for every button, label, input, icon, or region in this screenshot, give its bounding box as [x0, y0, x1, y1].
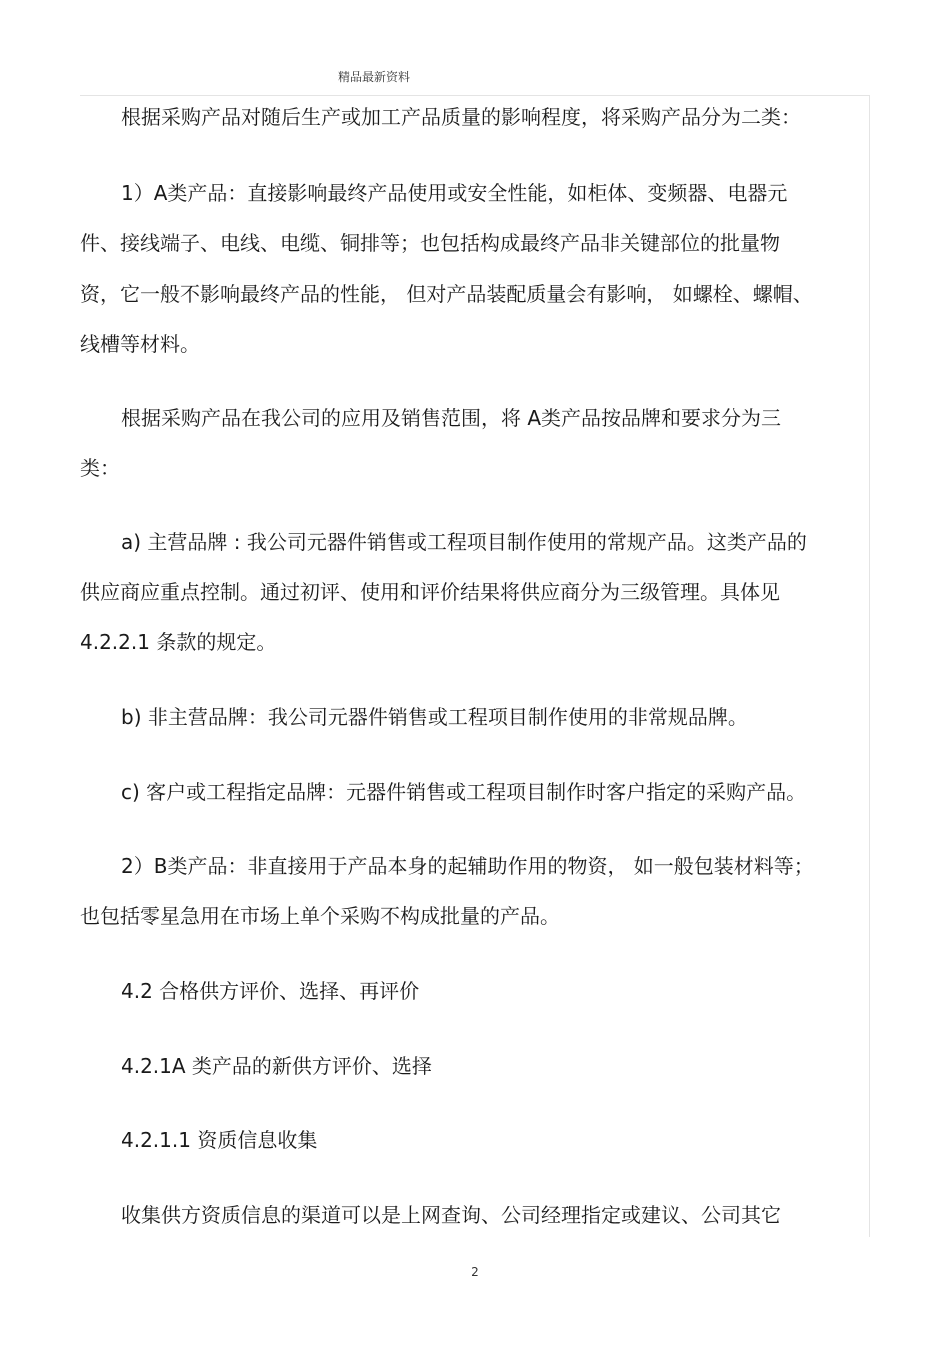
paragraph-line: 收集供方资质信息的渠道可以是上网查询、公司经理指定或建议、公司其它	[121, 1203, 781, 1227]
frame-top-rule	[80, 95, 870, 96]
paragraph-line: a) 主营品牌 : 我公司元器件销售或工程项目制作使用的常规产品。这类产品的	[121, 530, 807, 554]
paragraph-line: 类：	[80, 456, 120, 480]
running-header: 精品最新资料	[338, 70, 411, 84]
section-heading: 4.2.1A 类产品的新供方评价、选择	[121, 1054, 432, 1078]
paragraph-line: b) 非主营品牌：我公司元器件销售或工程项目制作使用的非常规品牌。	[121, 705, 748, 729]
frame-right-rule	[869, 95, 870, 1237]
paragraph-line: 资，它一般不影响最终产品的性能， 但对产品装配质量会有影响， 如螺栓、螺帽、	[80, 282, 813, 306]
paragraph-line: 件、接线端子、电线、电缆、铜排等；也包括构成最终产品非关键部位的批量物	[80, 231, 780, 255]
paragraph-line: 4.2.2.1 条款的规定。	[80, 630, 277, 654]
section-heading: 4.2.1.1 资质信息收集	[121, 1128, 318, 1152]
section-heading: 4.2 合格供方评价、选择、再评价	[121, 979, 420, 1003]
paragraph-line: 也包括零星急用在市场上单个采购不构成批量的产品。	[80, 904, 560, 928]
page-number: 2	[471, 1265, 479, 1279]
paragraph-line: 根据采购产品在我公司的应用及销售范围，将 A类产品按品牌和要求分为三	[121, 406, 782, 430]
paragraph-line: 供应商应重点控制。通过初评、使用和评价结果将供应商分为三级管理。具体见	[80, 580, 780, 604]
paragraph-line: 线槽等材料。	[80, 332, 200, 356]
paragraph-line: 根据采购产品对随后生产或加工产品质量的影响程度，将采购产品分为二类：	[121, 105, 801, 129]
paragraph-line: 1）A类产品：直接影响最终产品使用或安全性能，如柜体、变频器、电器元	[121, 181, 788, 205]
paragraph-line: c) 客户或工程指定品牌：元器件销售或工程项目制作时客户指定的采购产品。	[121, 780, 807, 804]
paragraph-line: 2）B类产品：非直接用于产品本身的起辅助作用的物资， 如一般包装材料等；	[121, 854, 814, 878]
